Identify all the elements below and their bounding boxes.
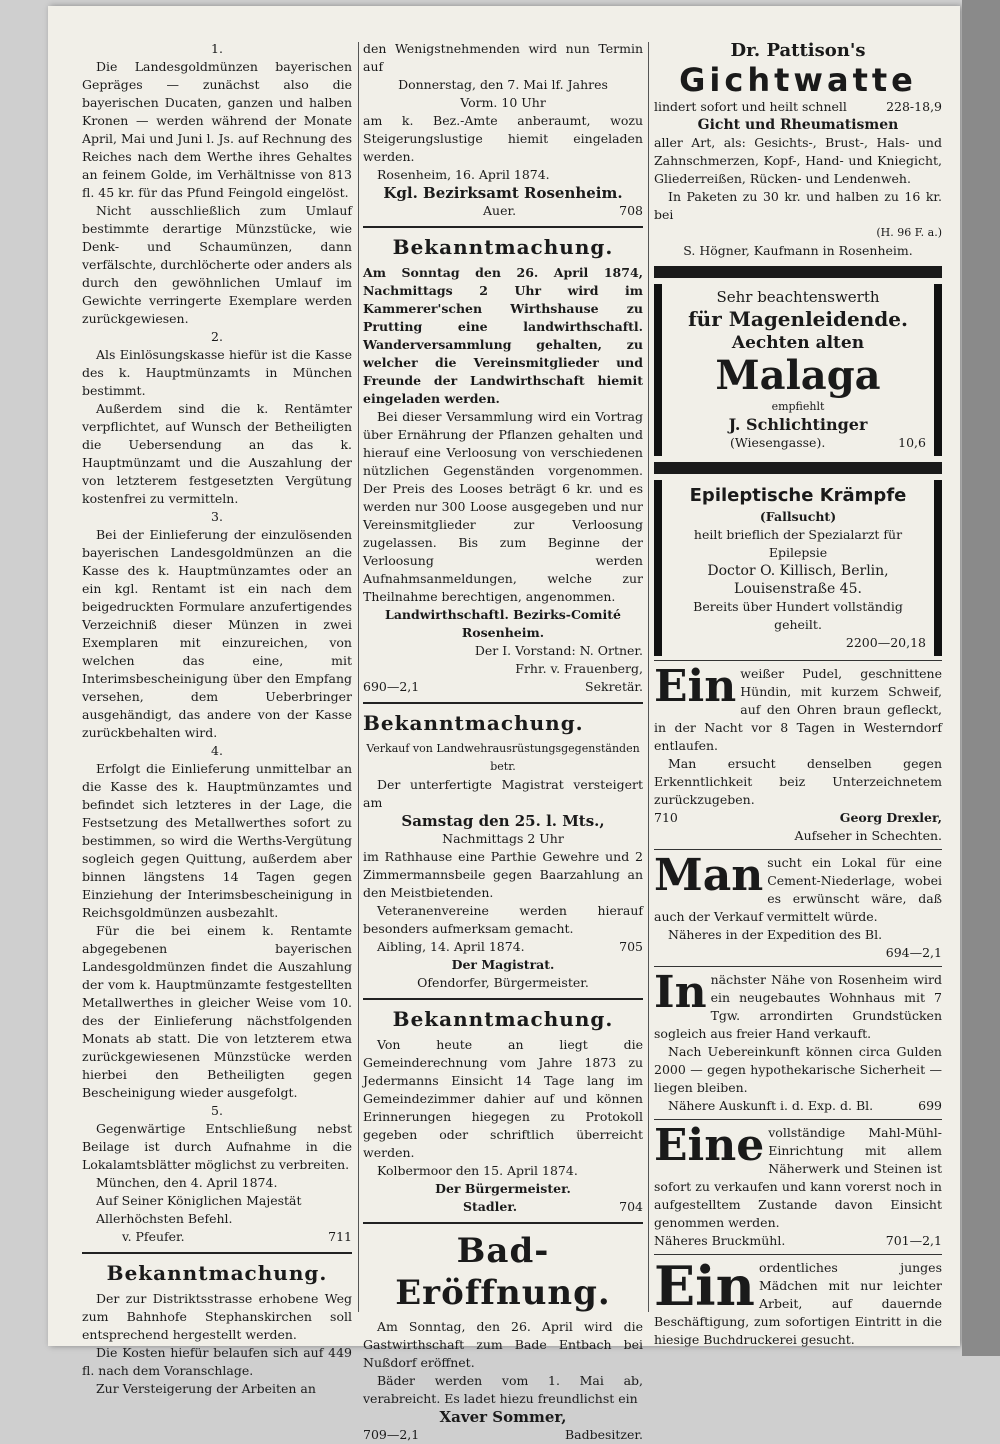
ad-number: 701—2,1 (885, 1233, 942, 1248)
time-line: Nachmittags 2 Uhr (442, 831, 564, 846)
paragraph: Von heute an liegt die Gemeinderechnung vom Jahre 1873 zu Jedermanns Einsicht 14 Tage lang im Gemeindezimmer dahier auf und können Erinnerungen hiegegen zu Protokoll gegeben oder schriftlich überreicht werden. (363, 1037, 643, 1160)
signature-row (82, 1228, 352, 1246)
paragraph: Zur Versteigerung der Arbeiten an (96, 1381, 316, 1396)
ad-text: sucht ein Lokal für eine Cement-Niederlage, wobei es erwünscht wäre, daß auch der Verkauf vermittelt würde. (654, 855, 942, 924)
paragraph: Näheres in der Expedition des Bl. (668, 927, 883, 942)
ad-number: 704 (619, 1199, 643, 1214)
paragraph: Bäder werden vom 1. Mai ab, verabreicht. Es ladet hiezu freundlichst ein (363, 1373, 643, 1406)
notice-heading: Bekanntmachung. (106, 1261, 328, 1285)
paragraph: Die Landesgoldmünzen bayerischen Gepräges — zunächst also die bayerischen Ducaten, ganzen und halben Kronen — werden während der Monate April, Mai und Juni l. Js. auf Rechnung des Reiches nach dem Werthe ihres Gehaltes an feinem Golde, im Verhältnisse von 813 fl. 45 kr. für das Pfund Feingold eingelöst. (82, 59, 352, 200)
signature: Frhr. v. Frauenberg, (515, 661, 643, 676)
paragraph (654, 661, 942, 755)
ad-number: 705 (619, 939, 643, 954)
drop-initial: Ein (654, 1254, 755, 1318)
paragraph (654, 967, 942, 1043)
place-row (363, 938, 643, 956)
paragraph: Nach Uebereinkunft können circa Gulden 2000 — gegen hypothekarische Sicherheit — liegen bleiben. (654, 1044, 942, 1095)
paragraph (654, 1254, 942, 1349)
section-number: 4. (211, 743, 223, 758)
epilepsy-ad (654, 480, 942, 656)
ad-text: Nähere Auskunft i. d. Exp. d. Bl. (668, 1098, 874, 1113)
ad-title: Epileptische Krämpfe (689, 485, 907, 506)
paragraph: Die Kosten hiefür belaufen sich auf 449 fl. nach dem Voranschlage. (82, 1345, 352, 1378)
ad-text: Näheres Bruckmühl. (654, 1233, 786, 1248)
ad-number: 708 (619, 203, 643, 218)
date-line: München, den 4. April 1874. (96, 1175, 278, 1190)
ad-ref: (H. 96 F. a.) (876, 226, 942, 239)
paragraph: aller Art, als: Gesichts-, Brust-, Hals- und Zahnschmerzen, Kopf-, Hand- und Kniegicht, Gliederreißen, Rücken- und Lendenweh. (654, 135, 942, 186)
time-line: Vorm. 10 Uhr (460, 95, 546, 110)
ad-text: nächster Nähe von Rosenheim wird ein neugebautes Wohnhaus mit 7 Tgw. arrondirten Grundstücken sogleich aus freier Hand verkauft. (654, 972, 942, 1041)
ad-number: 228-18,9 (886, 99, 942, 114)
column-3 (654, 40, 942, 1349)
ad-number: 10,6 (898, 435, 926, 450)
signature-name: Auer. (483, 203, 517, 218)
paragraph: Der unterfertigte Magistrat versteigert am (363, 777, 643, 810)
ad-row (654, 1097, 942, 1115)
paragraph: Für die bei einem k. Rentamte abgegebenen bayerischen Landesgoldmünzen findet die Auszahlung der vom k. Hauptmünzamte festgestellten Metallwerthes in gleicher Weise vom 10. des der Einlieferung nächstfolgenden Monats ab statt. Die von letzterem etwa zurückgewiesenen Münzstücke werden hierbei den Betheiligten gegen Bescheinigung wieder ausgefolgt. (82, 923, 352, 1100)
paragraph: Als Einlösungskasse hiefür ist die Kasse des k. Hauptmünzamts in München bestimmt. (82, 347, 352, 398)
paragraph: Bei dieser Versammlung wird ein Vortrag über Ernährung der Pflanzen gehalten und hierauf eine Verloosung von verschiedenen nützlichen Gegenständen vorgenommen. Der Preis des Looses beträgt 6 kr. und es werden nur 300 Loose ausgegeben und nur Vereinsmitglieder zur Verloosung zugelassen. Bis zum Beginne der Verloosung werden Aufnahmsanmeldungen, welche zur Theilnahme berechtigen, angenommen. (363, 409, 643, 604)
signature: Landwirthschaftl. Bezirks-Comité Rosenheim. (385, 607, 621, 640)
ad-seller: S. Högner, Kaufmann in Rosenheim. (683, 243, 913, 258)
signature: Der Magistrat. (451, 957, 555, 972)
column-rule (648, 42, 649, 1312)
paragraph: Der zur Distriktsstrasse erhobene Weg zum Bahnhofe Stephanskirchen soll entsprechend hergestellt werden. (82, 1291, 352, 1342)
ad-text: Bereits über Hundert vollständig geheilt. (693, 599, 903, 632)
signature: Xaver Sommer, (439, 1408, 567, 1426)
ad-seller: J. Schlichtinger (728, 415, 868, 434)
signature-name: Ofendorfer, Bürgermeister. (417, 975, 589, 990)
paragraph: Man ersucht denselben gegen Erkenntlichkeit beiz Unterzeichnetem zurückzugeben. (654, 756, 942, 807)
signature-row (363, 1198, 643, 1216)
signature: Kgl. Bezirksamt Rosenheim. (383, 184, 623, 202)
subheading: Verkauf von Landwehrausrüstungsgegenständen betr. (366, 742, 640, 773)
paragraph: den Wenigstnehmenden wird nun Termin auf (363, 41, 643, 74)
place-date: Kolbermoor den 15. April 1874. (377, 1163, 578, 1178)
ad-border (654, 462, 942, 474)
ad-text: lindert sofort und heilt schnell (654, 99, 847, 114)
divider (363, 1222, 643, 1224)
authority-line: Allerhöchsten Befehl. (96, 1211, 233, 1226)
ad-text: empfiehlt (771, 400, 825, 413)
paragraph: Am Sonntag den 26. April 1874, Nachmittags 2 Uhr wird im Kammerer'schen Wirthshause zu Prutting eine landwirthschaftl. Wanderversammlung gehalten, zu welcher die Vereinsmitglieder und Freunde der Landwirthschaft hiemit eingeladen werden. (363, 265, 643, 406)
page-edge (962, 0, 1000, 1356)
drop-initial: Man (654, 850, 764, 901)
signature: Der I. Vorstand: N. Ortner. (474, 643, 643, 658)
paragraph: Außerdem sind die k. Rentämter verpflichtet, auf Wunsch der Betheiligten die Uebersendung an das k. Hauptmünzamt und die Auszahlung der von letzterem festgesetzten Vergütung kostenfrei zu vermitteln. (82, 401, 352, 506)
paragraph: am k. Bez.-Amte anberaumt, wozu Steigerungslustige hiemit eingeladen werden. (363, 113, 643, 164)
ad-text: vollständige Mahl-Mühl-Einrichtung mit allem Näherwerk und Steinen ist sofort zu verkaufen und kann vorerst noch in aufgestelltem Zustande davon Einsicht genommen werden. (654, 1125, 942, 1230)
ad-title: für Magenleidende. (688, 307, 908, 331)
signature-row (654, 809, 942, 827)
signature: Georg Drexler, (839, 810, 942, 825)
ad-number: 690—2,1 (363, 679, 420, 694)
column-2 (363, 40, 643, 1444)
column-rule (358, 42, 359, 1312)
ad-border (654, 266, 942, 278)
paragraph: Bei der Einlieferung der einzulösenden bayerischen Landesgoldmünzen an die Kasse des k. Hauptmünzamtes oder an ein kgl. Rentamt ist ein nach dem beigedruckten Formulare anzufertigendes Verzeichniß dieser Münzen in zwei Exemplaren mit einzureichen, von welchen das eine, mit Interimsbescheinigung über den Empfang versehen, dem Ueberbringer ausgehändigt, das andere von der Kasse zurückbehalten wird. (82, 527, 352, 740)
ad-number: 710 (654, 810, 678, 825)
ad-subtitle: (Fallsucht) (759, 509, 837, 524)
notice-heading: Bad-Eröffnung. (395, 1231, 611, 1313)
place-date: Rosenheim, 16. April 1874. (377, 167, 550, 182)
ad-text: heilt brieflich der Spezialarzt für Epilepsie (693, 527, 903, 560)
paragraph: Gegenwärtige Entschließung nebst Beilage ist durch Aufnahme in die Lokalamtsblätter möglichst zu verbreiten. (82, 1121, 352, 1172)
ad-row (654, 1232, 942, 1250)
signature-row (363, 202, 643, 220)
ad-text: Sehr beachtenswerth (716, 288, 880, 306)
signature-row (363, 1426, 643, 1444)
paragraph: In Paketen zu 30 kr. und halben zu 16 kr. bei (654, 189, 942, 222)
ad-bold: Gicht und Rheumatismen (697, 117, 899, 133)
notice-heading: Bekanntmachung. (392, 235, 614, 259)
ad-text: (Wiesengasse). (730, 435, 826, 450)
signature-row (363, 678, 643, 696)
divider (363, 998, 643, 1000)
place-date: Aibling, 14. April 1874. (377, 939, 525, 954)
date-line: Samstag den 25. l. Mts., (401, 812, 605, 830)
divider (82, 1252, 352, 1254)
column-1 (82, 40, 352, 1398)
ad-number: 711 (328, 1229, 352, 1244)
paragraph (654, 1120, 942, 1232)
signature-name: Stadler. (463, 1199, 518, 1214)
drop-initial: Ein (654, 661, 737, 712)
paragraph: Nicht ausschließlich zum Umlauf bestimmte derartige Münzstücke, wie Denk- und Schaumünzen, dann verfälschte, durchlöcherte oder anders als durch den gewöhnlichen Umlauf im Gewichte verringerte Exemplare werden zurückgewiesen. (82, 203, 352, 326)
ad-title: Malaga (715, 352, 881, 399)
paragraph: Veteranenvereine werden hierauf besonders aufmerksam gemacht. (363, 903, 643, 936)
notice-heading: Bekanntmachung. (363, 711, 584, 735)
paragraph: Erfolgt die Einlieferung unmittelbar an die Kasse des k. Hauptmünzamtes und befindet sich letzteres in der Lage, die Festsetzung des Metallwerthes sofort zu bestimmen, so wird die Werths-Vergütung sogleich gegen Quittung, außerdem aber binnen längstens 14 Tagen gegen Einziehung der Interimsbescheinigung in Reichsgoldmünzen ausbezahlt. (82, 761, 352, 920)
ad-number: 699 (918, 1098, 942, 1113)
ad-title: Gichtwatte (679, 61, 917, 99)
ad-text: ordentliches junges Mädchen mit nur leichter Arbeit, auf dauernde Beschäftigung, zum sofortigen Eintritt in die hiesige Buchdruckerei gesucht. (654, 1260, 942, 1347)
ad-row (654, 98, 942, 116)
divider (363, 226, 643, 228)
ad-address: Louisenstraße 45. (734, 581, 862, 597)
paragraph: Am Sonntag, den 26. April wird die Gastwirthschaft zum Bade Entbach bei Nußdorf eröffnet. (363, 1319, 643, 1370)
signature: Sekretär. (585, 679, 643, 694)
notice-heading: Bekanntmachung. (392, 1007, 614, 1031)
section-number: 1. (211, 41, 223, 56)
ad-name: Doctor O. Killisch, Berlin, (707, 563, 889, 579)
signature-role: Aufseher in Schechten. (794, 828, 942, 843)
signature-role: Badbesitzer. (564, 1427, 643, 1442)
divider (363, 702, 643, 704)
ad-title: Aechten alten (731, 333, 865, 353)
signature: v. Pfeufer. (122, 1229, 185, 1244)
ad-number: 694—2,1 (885, 945, 942, 960)
authority-line: Auf Seiner Königlichen Majestät (96, 1193, 302, 1208)
section-number: 5. (211, 1103, 223, 1118)
ad-number: 2200—20,18 (845, 635, 926, 650)
section-number: 3. (211, 509, 223, 524)
paragraph: im Rathhause eine Parthie Gewehre und 2 Zimmermannsbeile gegen Baarzahlung an den Meistbietenden. (363, 849, 643, 900)
ad-text: weißer Pudel, geschnittene Hündin, mit kurzem Schweif, auf den Ohren braun gefleckt, in der Nacht vor 8 Tagen in Westerndorf entlaufen. (654, 666, 942, 753)
malaga-ad (654, 284, 942, 456)
ad-name: Dr. Pattison's (730, 40, 866, 61)
drop-initial: Eine (654, 1120, 765, 1171)
ad-number: 709—2,1 (363, 1427, 420, 1442)
section-number: 2. (211, 329, 223, 344)
signature: Der Bürgermeister. (435, 1181, 571, 1196)
drop-initial: In (654, 967, 707, 1018)
paragraph (654, 850, 942, 926)
ad-row (670, 434, 926, 452)
date-line: Donnerstag, den 7. Mai lf. Jahres (398, 77, 608, 92)
